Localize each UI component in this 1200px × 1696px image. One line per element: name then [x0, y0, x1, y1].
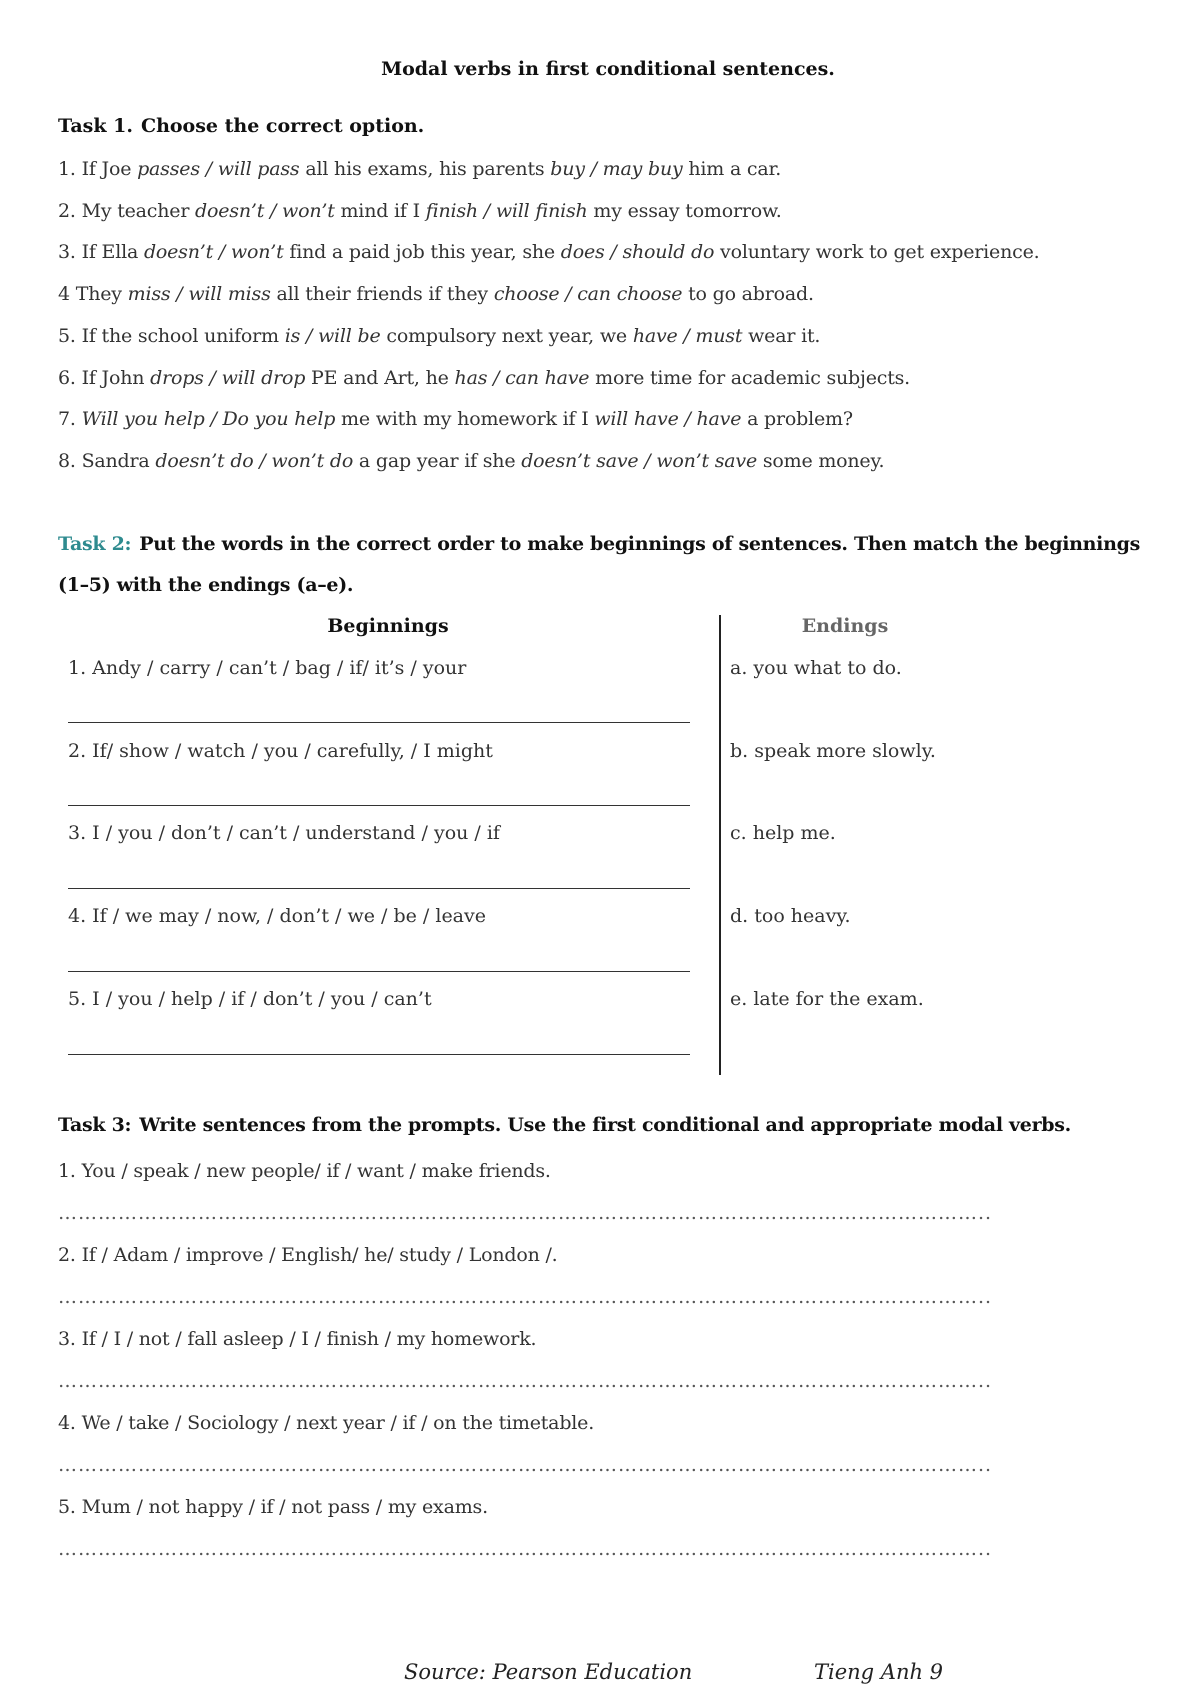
beginning-item: 1. Andy / carry / can’t / bag / if/ it’s / your — [68, 657, 467, 679]
footer-source: Source: Pearson Education — [404, 1660, 693, 1684]
endings-header: Endings — [801, 615, 889, 637]
footer-book: Tieng Anh 9 — [814, 1660, 944, 1684]
ending-item: a. you what to do. — [730, 657, 902, 679]
answer-line[interactable] — [68, 805, 690, 806]
sentence-text: 2. My teacher — [58, 200, 196, 222]
answer-line[interactable] — [68, 888, 690, 889]
answer-line[interactable] — [68, 1054, 690, 1055]
answer-dots[interactable]: ………………………………………………………………………………………………………………………….. — [58, 1454, 993, 1476]
match-table — [58, 615, 1158, 1075]
answer-option[interactable]: finish / will finish — [425, 200, 588, 222]
task1-item — [58, 241, 1039, 263]
task1-instruction: Choose the correct option. — [140, 115, 425, 137]
answer-option[interactable]: does / should do — [560, 241, 715, 263]
answer-option[interactable]: choose / can choose — [493, 283, 683, 305]
task2-instruction: Put the words in the correct order to make beginnings of sentences. Then match the beginnings (1–5) with the endings (a–e). — [58, 533, 1140, 596]
sentence-text: him a car. — [682, 158, 782, 180]
beginning-item: 5. I / you / help / if / don’t / you / can’t — [68, 988, 432, 1010]
sentence-text: to go abroad. — [682, 283, 814, 305]
sentence-text: a problem? — [741, 408, 853, 430]
task3-instruction: Write sentences from the prompts. Use the first conditional and appropriate modal verbs. — [139, 1114, 1071, 1136]
answer-option[interactable]: Will you help / Do you help — [81, 408, 336, 430]
sentence-text: PE and Art, he — [305, 367, 455, 389]
sentence-text: wear it. — [742, 325, 821, 347]
task3-heading — [58, 1105, 1158, 1146]
sentence-text: mind if I — [334, 200, 426, 222]
task3-item: 4. We / take / Sociology / next year / if / on the timetable. — [58, 1412, 595, 1434]
answer-line[interactable] — [68, 971, 690, 972]
sentence-text: more time for academic subjects. — [589, 367, 911, 389]
task1-item — [58, 367, 910, 389]
sentence-text: some money. — [757, 450, 885, 472]
sentence-text: 7. — [58, 408, 82, 430]
answer-line[interactable] — [68, 722, 690, 723]
ending-item: d. too heavy. — [730, 905, 851, 927]
task1-item — [58, 325, 820, 347]
task1-item — [58, 158, 781, 180]
sentence-text: me with my homework if I — [335, 408, 595, 430]
beginning-item: 4. If / we may / now, / don’t / we / be / leave — [68, 905, 486, 927]
answer-option[interactable]: buy / may buy — [550, 158, 683, 180]
sentence-text: 5. If the school uniform — [58, 325, 285, 347]
ending-item: c. help me. — [730, 822, 836, 844]
answer-option[interactable]: doesn’t / won’t — [195, 200, 335, 222]
answer-option[interactable]: doesn’t / won’t — [143, 241, 284, 263]
beginnings-header: Beginnings — [327, 615, 449, 637]
answer-option[interactable]: has / can have — [454, 367, 590, 389]
sentence-text: 3. If Ella — [58, 241, 144, 263]
answer-option[interactable]: is / will be — [284, 325, 381, 347]
ending-item: e. late for the exam. — [730, 988, 924, 1010]
beginning-item: 2. If/ show / watch / you / carefully, / I might — [68, 740, 493, 762]
task3-item: 5. Mum / not happy / if / not pass / my exams. — [58, 1496, 488, 1518]
sentence-text: voluntary work to get experience. — [714, 241, 1040, 263]
task1-item — [58, 200, 782, 222]
task3-item: 1. You / speak / new people/ if / want / make friends. — [58, 1160, 551, 1182]
task1-heading — [58, 106, 1158, 147]
task3-item: 2. If / Adam / improve / English/ he/ study / London /. — [58, 1244, 558, 1266]
sentence-text: find a paid job this year, she — [283, 241, 561, 263]
answer-option[interactable]: will have / have — [594, 408, 742, 430]
answer-option[interactable]: have / must — [632, 325, 743, 347]
sentence-text: all their friends if they — [270, 283, 494, 305]
sentence-text: my essay tomorrow. — [587, 200, 782, 222]
task1-item — [58, 450, 884, 472]
task3-label: Task 3: — [58, 1114, 132, 1136]
column-divider — [719, 615, 721, 1075]
task1-item — [58, 408, 853, 430]
sentence-text: 6. If John — [58, 367, 151, 389]
answer-dots[interactable]: ………………………………………………………………………………………………………………………….. — [58, 1286, 993, 1308]
sentence-text: all his exams, his parents — [299, 158, 551, 180]
sentence-text: a gap year if she — [353, 450, 522, 472]
page-title: Modal verbs in first conditional sentences. — [381, 58, 835, 80]
sentence-text: 1. If Joe — [58, 158, 138, 180]
sentence-text: compulsory next year, we — [380, 325, 633, 347]
task3-item: 3. If / I / not / fall asleep / I / finish / my homework. — [58, 1328, 537, 1350]
sentence-text: 4 They — [58, 283, 128, 305]
beginning-item: 3. I / you / don’t / can’t / understand / you / if — [68, 822, 500, 844]
task1-item — [58, 283, 814, 305]
answer-option[interactable]: passes / will pass — [137, 158, 300, 180]
answer-dots[interactable]: ………………………………………………………………………………………………………………………….. — [58, 1202, 993, 1224]
sentence-text: 8. Sandra — [58, 450, 156, 472]
task2-label: Task 2: — [58, 533, 132, 555]
answer-dots[interactable]: ………………………………………………………………………………………………………………………….. — [58, 1538, 993, 1560]
answer-dots[interactable]: ………………………………………………………………………………………………………………………….. — [58, 1370, 993, 1392]
answer-option[interactable]: doesn’t do / won’t do — [155, 450, 354, 472]
answer-option[interactable]: doesn’t save / won’t save — [521, 450, 758, 472]
task1-label: Task 1. — [58, 115, 133, 137]
task2-heading — [58, 524, 1158, 606]
ending-item: b. speak more slowly. — [730, 740, 936, 762]
answer-option[interactable]: miss / will miss — [127, 283, 271, 305]
answer-option[interactable]: drops / will drop — [150, 367, 306, 389]
